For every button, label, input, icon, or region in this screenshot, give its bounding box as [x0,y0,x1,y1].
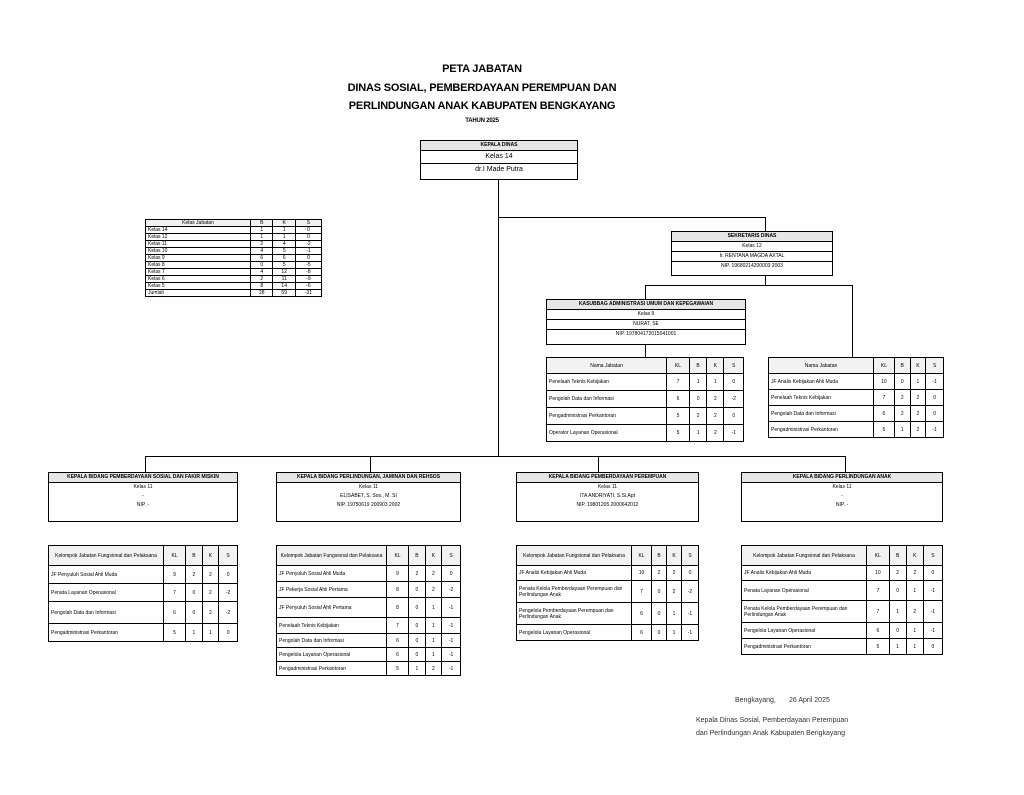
kepala-dinas-name: dr.I Made Putra [475,166,523,173]
table-row: Pengadministrasi Perkantoran 5 1 1 0 [742,639,943,655]
table-header: KL [867,546,890,566]
bidang-4-nip: NIP. - [835,502,849,508]
kepala-dinas-title: KEPALA DINAS [421,141,577,151]
bidang-1-title: KEPALA BIDANG PEMBERDAYAAN SOSIAL DAN FAKIR MISKIN [49,473,237,483]
connector-sek-down [765,276,766,285]
connector-bidang-3 [598,456,599,472]
table-row: Kelas 10 4 5 -1 [146,248,322,255]
table-header: S [724,358,744,374]
summary-table [145,219,322,297]
table-header: K [667,546,682,566]
table-row: Pengelola Layanan Operasional 6 0 1 -1 [517,625,699,641]
signature-line-2: dan Perlindungan Anak Kabupaten Bengkayang [696,730,846,737]
bidang-4-box [741,472,943,522]
bidang-3-nip: NIP. 19801205 2000642012 [576,502,639,508]
table-row: JF Penyuluh Sosial Ahli Muda 9 2 2 0 [277,566,461,582]
table-header: Kelompok Jabatan Fungsional dan Pelaksana [277,546,387,566]
bidang-4-kelas: Kelas 11 [832,484,852,490]
bidang-1-box [48,472,238,522]
table-row: Pengadministrasi Perkantoran 5 2 2 0 [547,408,744,425]
table-header: K [425,546,442,566]
table-row: Kelas 11 2 4 -2 [146,241,322,248]
bidang-2-name: ELISABET, S. Sos., M. SI [340,493,397,499]
bidang-1-name: - [142,493,144,499]
table-header: K [906,546,923,566]
table-header: Kelompok Jabatan Fungsional dan Pelaksana [49,546,164,566]
title-line-3: PERLINDUNGAN ANAK KABUPATEN BENGKAYANG [348,100,616,112]
bidang-1-table [48,545,238,642]
signature-date: 26 April 2025 [789,697,830,704]
table-row: Kelas 6 2 11 -9 [146,276,322,283]
bidang-4-table [741,545,943,655]
table-header: S [442,546,461,566]
summary-header-k: K [273,220,295,227]
bidang-2-table [276,545,461,676]
table-row: Kelas 5 8 14 -6 [146,283,322,290]
bidang-4-name: - [841,493,843,499]
table-header: Nama Jabatan [547,358,667,374]
summary-header-kelas: Kelas Jabatan [146,220,251,227]
sekretaris-kelas: Kelas 12 [672,242,832,252]
table-header: KL [667,358,690,374]
table-header: Nama Jabatan [769,358,874,374]
table-header: KL [164,546,186,566]
table-header: KL [387,546,409,566]
table-row: Penelaah Teknis Kebijakan 7 0 1 -1 [277,618,461,634]
table-row: Pengelola Layanan Operasional 6 0 1 -1 [277,648,461,662]
bidang-1-nip: NIP. - [136,502,150,508]
connector-bidang-horizontal [145,456,845,457]
table-row: Kelas 9 6 6 0 [146,255,322,262]
bidang-2-nip: NIP. 19750619 200903 2002 [336,502,401,508]
connector-sek-table-drop [852,285,853,357]
bidang-3-kelas: Kelas 11 [597,484,618,490]
sekretaris-nip: NIP. 19680214200003 2003 [721,263,783,269]
table-header: B [652,546,667,566]
kepala-dinas-box [420,140,578,180]
table-row: Kelas 12 1 1 0 [146,234,322,241]
table-header: Kelompok Jabatan Fungsional dan Pelaksana [517,546,632,566]
table-header: S [682,546,699,566]
sekretaris-title: SEKRETARIS DINAS [672,232,832,242]
sekretaris-name: Ir. RENTANA MAGDA AXTAL [672,252,832,262]
table-row: JF Penyuluh Sosial Ahli Muda 9 2 2 0 [49,566,238,584]
sekretaris-table [768,357,944,438]
sekretaris-box [671,231,833,276]
connector-bidang-1 [145,456,146,472]
bidang-3-name: ITA ANDRIYATI, S.Si.Apt [579,493,635,499]
kasubbag-nip: NIP. 197804172015041001 [615,331,677,337]
connector-sek-branch [645,285,852,286]
summary-header-b: B [251,220,273,227]
table-row: Pengelola Pemberdayaan Perempuan dan Perlindungan Anak 6 0 1 -1 [517,603,699,625]
table-row: JF Analis Kebijakan Ahli Muda 10 2 2 0 [517,566,699,581]
kasubbag-table [546,357,744,442]
bidang-2-title: KEPALA BIDANG PERLINDUNGAN, JAMINAN DAN REHSOS [277,473,460,483]
table-row: Jumlah 28 59 -31 [146,290,322,297]
table-row: Penata Layanan Operasional 7 0 2 -2 [49,584,238,602]
bidang-3-title: KEPALA BIDANG PEMBERDAYAAN PEREMPUAN [517,473,698,483]
table-row: Penata Layanan Operasional 7 0 1 -1 [742,581,943,601]
table-header: S [926,358,944,374]
table-row: Pengolah Data dan Informasi 6 0 2 -2 [49,602,238,624]
table-header: B [186,546,203,566]
table-row: Pengadministrasi Perkantoran 5 1 1 0 [49,624,238,642]
table-row: Pengolah Data dan Informasi 6 2 2 0 [769,406,944,422]
table-row: Pengolah Data dan Informasi 6 0 2 -2 [547,391,744,408]
table-header: B [689,358,706,374]
connector-main-vertical [498,180,499,456]
table-row: Penelaah Teknis Kebijakan 7 1 1 0 [547,374,744,391]
title-line-2: DINAS SOSIAL, PEMBERDAYAAN PEREMPUAN DAN [347,82,617,94]
kasubbag-kelas: Kelas 9 [547,310,745,320]
table-row: Pengadministrasi Perkantoran 5 1 2 -1 [277,662,461,676]
table-row: Operator Layanan Operasional 5 1 2 -1 [547,425,744,442]
kasubbag-title: KASUBBAG ADMINISTRASI UMUM DAN KEPEGAWAIAN [547,300,745,310]
table-row: JF Penyuluh Sosial Ahli Pertama 8 0 1 -1 [277,598,461,618]
bidang-2-box [276,472,461,522]
bidang-3-table [516,545,699,641]
table-row: Penata Kelola Pemberdayaan Perempuan dan Perlindungan Anak 7 0 2 -2 [517,581,699,603]
table-header: B [409,546,426,566]
kasubbag-box [546,299,746,345]
connector-to-sekretaris [498,217,765,218]
bidang-3-box [516,472,699,522]
signature-place: Bengkayang, [735,697,776,704]
table-row: Kelas 14 1 1 0 [146,227,322,234]
connector-sek-drop [765,217,766,231]
table-header: Kelompok Jabatan Fungsional dan Pelaksana [742,546,867,566]
connector-kasub-drop [645,285,646,299]
table-row: Penata Kelola Pemberdayaan Perempuan dan Perlindungan Anak 7 1 2 -1 [742,601,943,623]
table-row: Pengelola Layanan Operasional 6 0 1 -1 [742,623,943,639]
connector-bidang-4 [845,456,846,472]
table-row: Kelas 8 0 5 -5 [146,262,322,269]
kepala-dinas-kelas: Kelas 14 [421,151,577,164]
connector-kasub-table-drop [645,345,646,357]
table-row: JF Pekerja Sosial Ahli Pertama 8 0 2 -2 [277,582,461,598]
title-year: TAHUN 2025 [465,118,499,124]
summary-header-s: S [295,220,321,227]
table-header: K [202,546,219,566]
table-header: K [910,358,926,374]
bidang-2-kelas: Kelas 11 [358,484,379,490]
title-line-1: PETA JABATAN [442,63,522,75]
table-header: KL [874,358,895,374]
table-row: JF Analis Kebijakan Ahli Muda 10 0 1 -1 [769,374,944,390]
table-row: JF Analis Kebijakan Ahli Muda 10 2 2 0 [742,566,943,581]
table-row: Penelaah Teknis Kebijakan 7 2 2 0 [769,390,944,406]
signature-line-1: Kepala Dinas Sosial, Pemberdayaan Perempuan [696,717,849,724]
bidang-1-kelas: Kelas 11 [133,484,153,490]
table-header: S [923,546,942,566]
bidang-4-title: KEPALA BIDANG PERLINDUNGAN ANAK [742,473,942,483]
table-header: S [219,546,238,566]
kasubbag-name: NURAT, SE [547,320,745,330]
table-header: KL [632,546,652,566]
connector-bidang-2 [370,456,371,472]
table-header: B [889,546,906,566]
table-row: Pengolah Data dan Informasi 6 0 1 -1 [277,634,461,648]
table-row: Kelas 7 4 12 -8 [146,269,322,276]
table-header: K [707,358,724,374]
table-header: B [894,358,910,374]
table-row: Pengadministrasi Perkantoran 5 1 2 -1 [769,422,944,438]
